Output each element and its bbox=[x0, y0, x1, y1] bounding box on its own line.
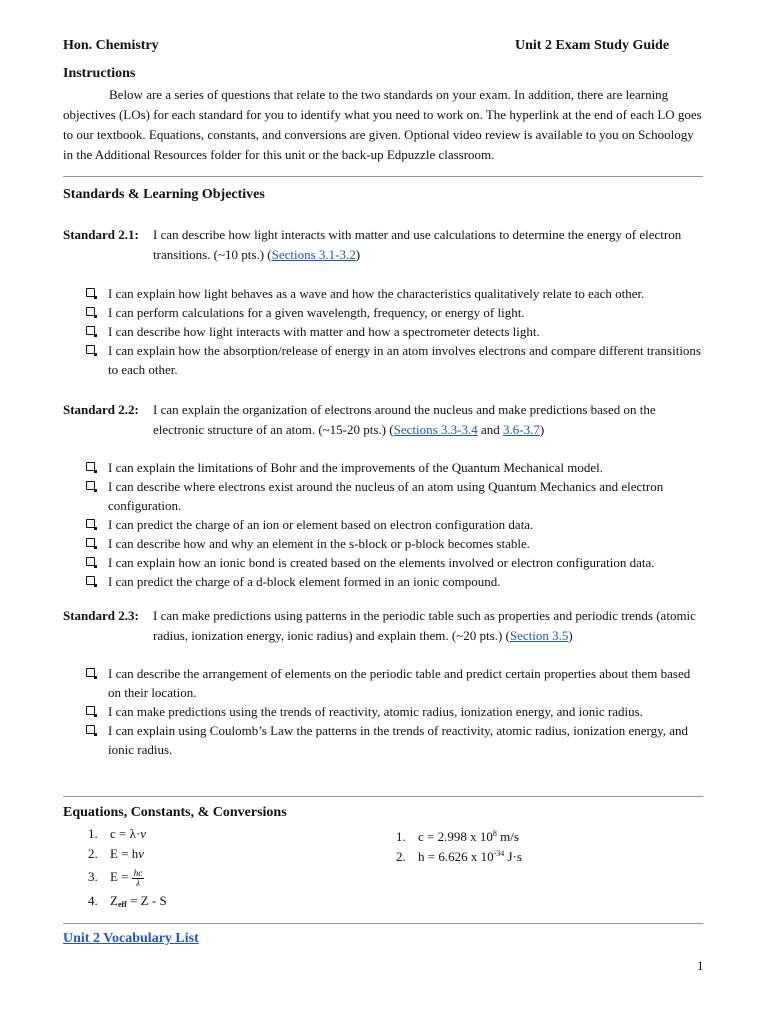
standard-label: Standard 2.3: bbox=[63, 608, 139, 623]
standard-label: Standard 2.1: bbox=[63, 227, 139, 242]
lo-list-2-3 bbox=[86, 664, 706, 759]
document-title: Unit 2 Exam Study Guide bbox=[515, 38, 670, 53]
fraction: $\frac{hc}{\lambda}$ bbox=[133, 867, 143, 888]
standard-text: I can explain the organization of electrons around the nucleus and make predictions based on the electronic structure of an atom. (~15-20 pts.) ( bbox=[153, 402, 656, 437]
lo-item[interactable]: I can perform calculations for a given wavelength, frequency, or energy of light. bbox=[86, 303, 706, 322]
lo-item[interactable]: I can describe where electrons exist around the nucleus of an atom using Quantum Mechanics and electron configuration. bbox=[86, 477, 706, 515]
lo-item[interactable]: I can make predictions using the trends of reactivity, atomic radius, ionization energy, and ionic radius. bbox=[86, 702, 706, 721]
lo-item[interactable]: I can explain how light behaves as a wave and how the characteristics qualitatively relate to each other. bbox=[86, 284, 706, 303]
checkbox-icon[interactable] bbox=[86, 706, 95, 715]
checkbox-icon[interactable] bbox=[86, 288, 95, 297]
equation-3: 3. E = $\frac{hc}{\lambda}$ bbox=[88, 867, 143, 888]
standard-text: I can make predictions using patterns in the periodic table such as properties and periodic trends (atomic radius, ionization energy, ionic radius) and explain them. (~20 pts.) ( bbox=[153, 608, 696, 643]
checkbox-icon[interactable] bbox=[86, 481, 95, 490]
lo-item[interactable]: I can explain the limitations of Bohr and the improvements of the Quantum Mechanical model. bbox=[86, 458, 706, 477]
standard-label: Standard 2.2: bbox=[63, 402, 139, 417]
lo-item[interactable]: I can describe how light interacts with matter and how a spectrometer detects light. bbox=[86, 322, 706, 341]
checkbox-icon[interactable] bbox=[86, 538, 95, 547]
divider bbox=[63, 176, 703, 177]
divider bbox=[63, 923, 703, 924]
lo-item[interactable]: I can explain how an ionic bond is created based on the elements involved or electron configuration data. bbox=[86, 553, 706, 572]
lo-item[interactable]: I can describe how and why an element in the s-block or p-block becomes stable. bbox=[86, 534, 706, 553]
standards-heading: Standards & Learning Objectives bbox=[63, 187, 265, 202]
equations-heading: Equations, Constants, & Conversions bbox=[63, 805, 287, 820]
lo-item[interactable]: I can explain how the absorption/release of energy in an atom involves electrons and compare different transitions to each other. bbox=[86, 341, 706, 379]
lo-item[interactable]: I can predict the charge of a d-block element formed in an ionic compound. bbox=[86, 572, 706, 591]
textbook-link[interactable]: Sections 3.3-3.4 bbox=[393, 422, 478, 437]
equation-2: 2. E = hν bbox=[88, 846, 145, 861]
checkbox-icon[interactable] bbox=[86, 576, 95, 585]
checkbox-icon[interactable] bbox=[86, 345, 95, 354]
textbook-link[interactable]: 3.6-3.7 bbox=[503, 422, 540, 437]
standard-2-2: Standard 2.2: I can explain the organization of electrons around the nucleus and make predictions based on the electronic structure of an atom. (~15-20 pts.) (Sections 3.3-3.4 and 3.6-3.7) bbox=[63, 402, 656, 437]
instructions-text: Below are a series of questions that relate to the two standards on your exam. In addition, there are learning objectives (LOs) for each standard for you to identify what you need to work on. The hyperlink at the end of each LO goes to our textbook. Equations, constants, and conversions are given. Optional video review is available to you on Schoology in the Additional Resources folder for this unit or the back-up Edpuzzle classroom. bbox=[63, 87, 702, 162]
checkbox-icon[interactable] bbox=[86, 462, 95, 471]
standard-2-3: Standard 2.3: I can make predictions using patterns in the periodic table such as properties and periodic trends (atomic radius, ionization energy, ionic radius) and explain them. (~20 pts.) (Section 3.5) bbox=[63, 608, 696, 643]
checkbox-icon[interactable] bbox=[86, 519, 95, 528]
checkbox-icon[interactable] bbox=[86, 557, 95, 566]
equation-1: 1. c = λ·ν bbox=[88, 826, 147, 841]
checkbox-icon[interactable] bbox=[86, 326, 95, 335]
course-title: Hon. Chemistry bbox=[63, 38, 159, 53]
page-number: 1 bbox=[697, 958, 704, 973]
divider bbox=[63, 796, 703, 797]
lo-list-2-1 bbox=[86, 284, 706, 379]
lo-item[interactable]: I can describe the arrangement of elements on the periodic table and predict certain properties about them based on their location. bbox=[86, 664, 706, 702]
checkbox-icon[interactable] bbox=[86, 725, 95, 734]
standard-text: I can describe how light interacts with matter and use calculations to determine the energy of electron transitions. (~10 pts.) ( bbox=[153, 227, 682, 262]
lo-list-2-2 bbox=[86, 458, 706, 591]
lo-item[interactable]: I can predict the charge of an ion or element based on electron configuration data. bbox=[86, 515, 706, 534]
vocabulary-list-link[interactable]: Unit 2 Vocabulary List bbox=[63, 931, 199, 946]
checkbox-icon[interactable] bbox=[86, 307, 95, 316]
constant-2: 2. h = 6.626 x $10^{-34}$ J·s bbox=[396, 849, 522, 864]
equation-4: 4. $Z_{eff} = Z - S$ bbox=[88, 893, 167, 909]
textbook-link[interactable]: Section 3.5 bbox=[509, 628, 569, 643]
checkbox-icon[interactable] bbox=[86, 668, 95, 677]
standard-2-1: Standard 2.1: I can describe how light interacts with matter and use calculations to determine the energy of electron transitions. (~10 pts.) (Sections 3.1-3.2) bbox=[63, 227, 682, 262]
textbook-link[interactable]: Sections 3.1-3.2 bbox=[271, 247, 356, 262]
lo-item[interactable]: I can explain using Coulomb’s Law the patterns in the trends of reactivity, atomic radius, ionization energy, and ionic radius. bbox=[86, 721, 706, 759]
constant-1: 1. c = 2.998 x $10^8$ m/s bbox=[396, 829, 519, 844]
instructions-heading: Instructions bbox=[63, 66, 136, 81]
